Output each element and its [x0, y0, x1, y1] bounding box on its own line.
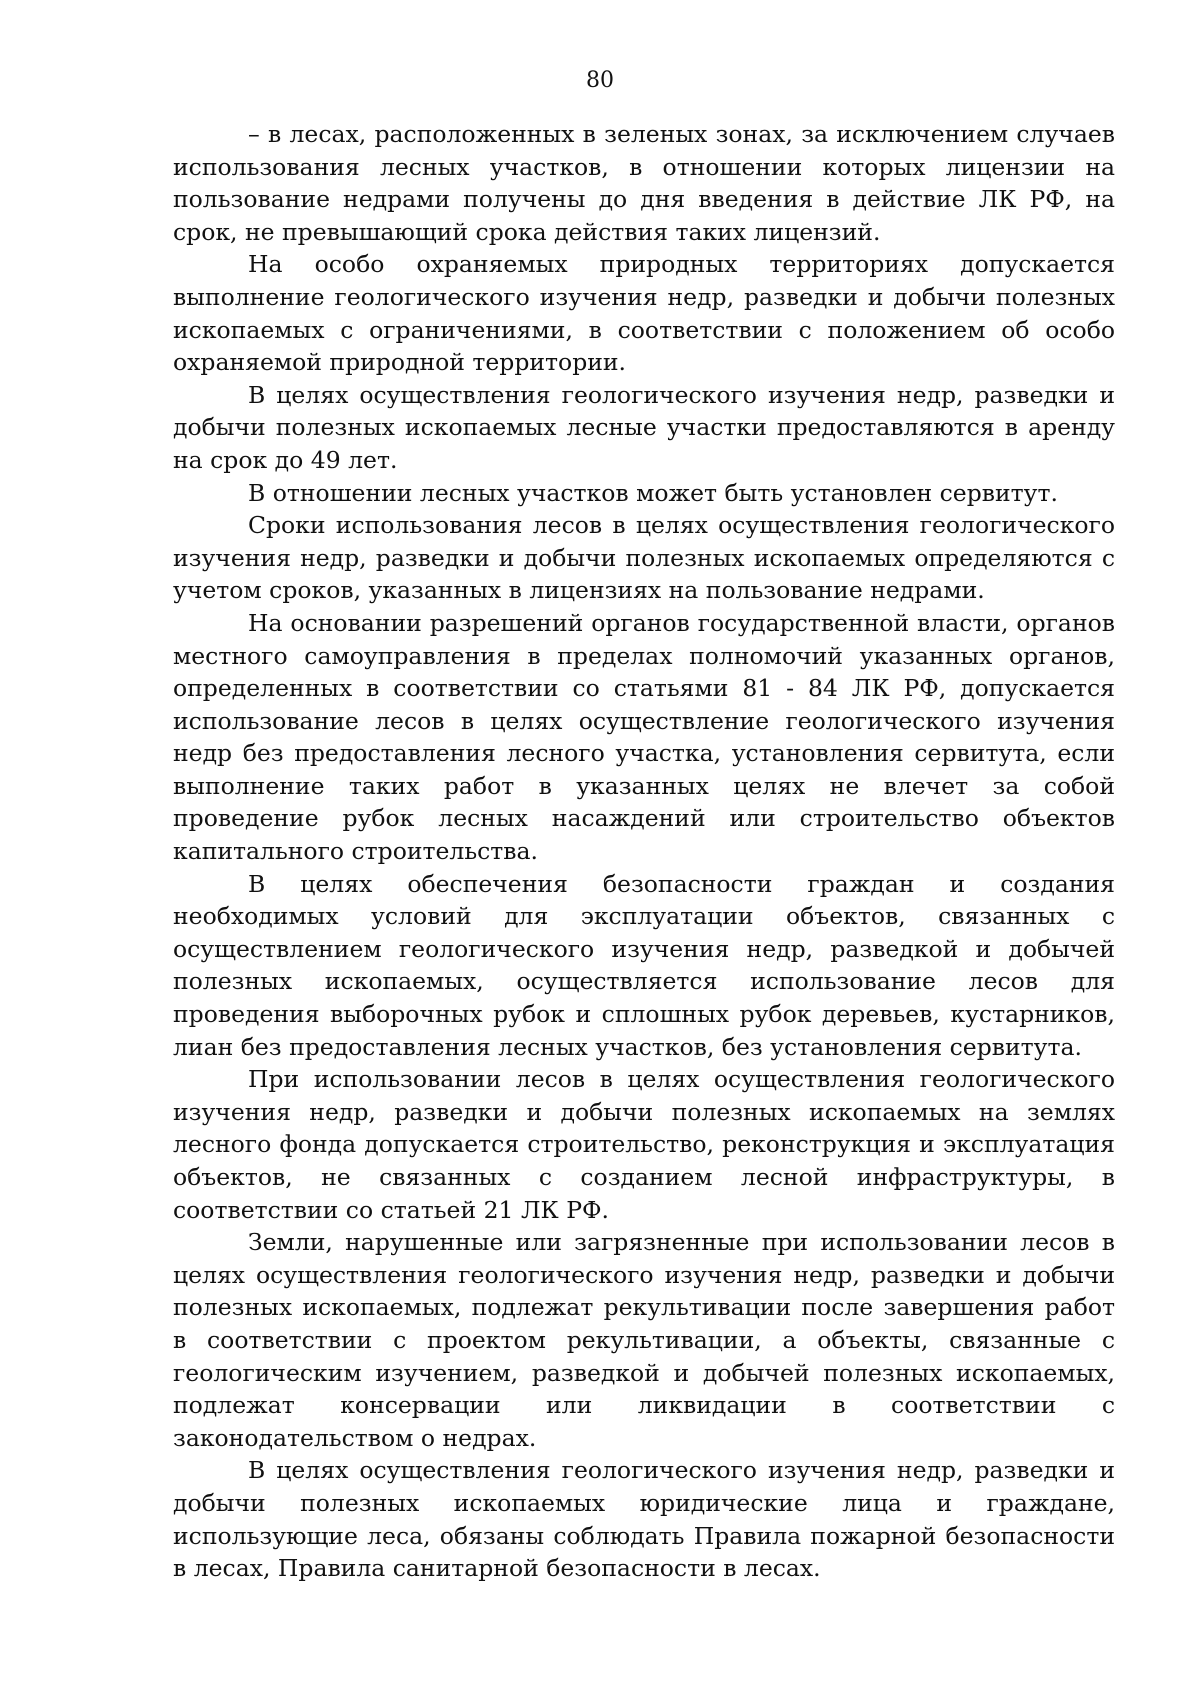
paragraph: На основании разрешений органов государственной власти, органов местного самоуправления в пределах полномочий указанных органов, определенных в соответствии со статьями 81 - 84 ЛК РФ, допускается использование лесов в целях осуществление геологического изучения недр без предоставления лесного участка, установления сервитута, если выполнение таких работ в указанных целях не влечет за собой проведение рубок лесных насаждений или строительство объектов капитального строительства.	[173, 608, 1115, 866]
paragraph: В целях осуществления геологического изучения недр, разведки и добычи полезных ископаемых юридические лица и граждане, использующие леса, обязаны соблюдать Правила пожарной безопасности в лесах, Правила санитарной безопасности в лесах.	[173, 1456, 1115, 1583]
paragraph: Сроки использования лесов в целях осуществления геологического изучения недр, разведки и добычи полезных ископаемых определяются с учетом сроков, указанных в лицензиях на пользование недрами.	[173, 511, 1115, 605]
paragraph: Земли, нарушенные или загрязненные при использовании лесов в целях осуществления геологического изучения недр, разведки и добычи полезных ископаемых, подлежат рекультивации после завершения работ в соответствии с проектом рекультивации, а объекты, связанные с геологическим изучением, разведкой и добычей полезных ископаемых, подлежат консервации или ликвидации в соответствии с законодательством о недрах.	[173, 1228, 1115, 1452]
paragraph: В отношении лесных участков может быть установлен сервитут.	[248, 478, 1058, 507]
paragraph: – в лесах, расположенных в зеленых зонах, за исключением случаев использования лесных участков, в отношении которых лицензии на пользование недрами получены до дня введения в действие ЛК РФ, на срок, не превышающий срока действия таких лицензий.	[173, 120, 1115, 246]
document-body	[173, 118, 1115, 1585]
paragraph: На особо охраняемых природных территориях допускается выполнение геологического изучения недр, разведки и добычи полезных ископаемых с ограничениями, в соответствии с положением об особо охраняемой природной территории.	[173, 250, 1115, 377]
paragraph: В целях обеспечения безопасности граждан и создания необходимых условий для эксплуатации объектов, связанных с осуществлением геологического изучения недр, разведкой и добычей полезных ископаемых, осуществляется использование лесов для проведения выборочных рубок и сплошных рубок деревьев, кустарников, лиан без предоставления лесных участков, без установления сервитута.	[173, 869, 1115, 1061]
page-number: 80	[586, 68, 614, 93]
paragraph: При использовании лесов в целях осуществления геологического изучения недр, разведки и добычи полезных ископаемых на землях лесного фонда допускается строительство, реконструкция и эксплуатация объектов, не связанных с созданием лесной инфраструктуры, в соответствии со статьей 21 ЛК РФ.	[173, 1065, 1115, 1224]
paragraph: В целях осуществления геологического изучения недр, разведки и добычи полезных ископаемых лесные участки предоставляются в аренду на срок до 49 лет.	[173, 380, 1115, 474]
